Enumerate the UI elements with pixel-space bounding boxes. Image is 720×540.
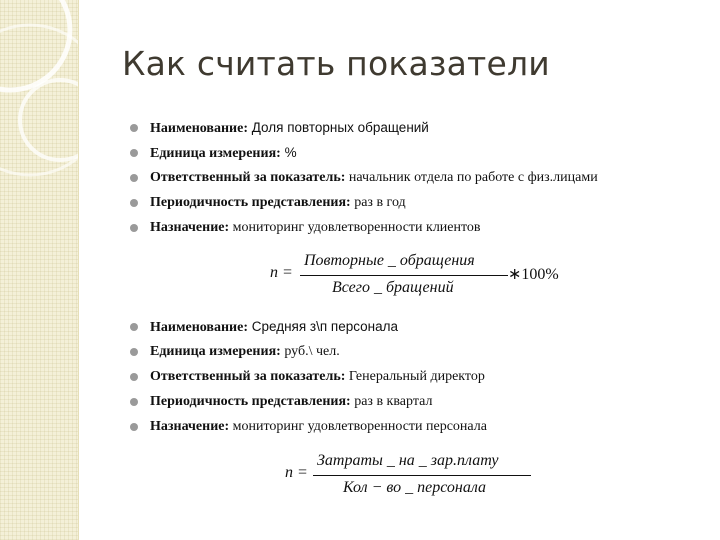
decorative-circles: [0, 0, 78, 540]
list-item: [130, 392, 487, 417]
indicator-list-2: [130, 317, 487, 442]
formula-denominator: Кол − во _ персонала: [343, 479, 487, 496]
list-item: [130, 143, 598, 168]
formula-numerator: Повторные _ обращения: [304, 252, 475, 269]
list-item: [130, 218, 598, 243]
bullet-icon: [130, 224, 138, 232]
formula-avg-salary: [285, 452, 545, 502]
item-value: начальник отдела по работе с физ.лицами: [345, 170, 598, 185]
bullet-icon: [130, 348, 138, 356]
item-value: Доля повторных обращений: [248, 120, 429, 135]
item-label: Наименование:: [150, 121, 248, 136]
list-item: [130, 367, 487, 392]
decorative-side-strip: [0, 0, 79, 540]
bullet-icon: [130, 199, 138, 207]
formula-numerator: Затраты _ на _ зар.плату: [317, 452, 499, 469]
list-item: [130, 417, 487, 442]
formula-denominator: Всего _ бращений: [332, 279, 454, 296]
bullet-icon: [130, 398, 138, 406]
item-label: Единица измерения:: [150, 146, 281, 161]
item-label: Назначение:: [150, 220, 230, 235]
item-value: мониторинг удовлетворенности клиентов: [229, 220, 481, 235]
list-item: [130, 342, 487, 367]
slide-title: Как считать показатели: [122, 44, 550, 83]
formula-repeat-requests: [270, 252, 570, 302]
formula-lhs: n =: [285, 464, 308, 481]
item-label: Периодичность представления:: [150, 195, 351, 210]
item-value: Средняя з\п персонала: [248, 319, 399, 334]
formula-lhs: n =: [270, 264, 293, 281]
item-value: Генеральный директор: [345, 369, 485, 384]
bullet-icon: [130, 373, 138, 381]
item-label: Единица измерения:: [150, 344, 281, 359]
item-value: руб.\ чел.: [280, 344, 340, 359]
bullet-icon: [130, 323, 138, 331]
bullet-icon: [130, 149, 138, 157]
item-value: мониторинг удовлетворенности персонала: [229, 419, 487, 434]
item-value: раз в год: [350, 195, 406, 210]
list-item: [130, 317, 487, 342]
fraction-bar: [300, 275, 508, 276]
item-label: Ответственный за показатель:: [150, 369, 346, 384]
item-label: Назначение:: [150, 419, 230, 434]
indicator-list-1: [130, 118, 598, 243]
item-label: Наименование:: [150, 320, 248, 335]
bullet-icon: [130, 174, 138, 182]
bullet-icon: [130, 124, 138, 132]
item-value: %: [280, 145, 297, 160]
list-item: [130, 193, 598, 218]
fraction-bar: [313, 475, 531, 476]
list-item: [130, 168, 598, 193]
item-label: Периодичность представления:: [150, 394, 351, 409]
bullet-icon: [130, 423, 138, 431]
item-value: раз в квартал: [350, 394, 433, 409]
list-item: [130, 118, 598, 143]
formula-multiplier: ∗100%: [508, 266, 559, 283]
item-label: Ответственный за показатель:: [150, 170, 346, 185]
